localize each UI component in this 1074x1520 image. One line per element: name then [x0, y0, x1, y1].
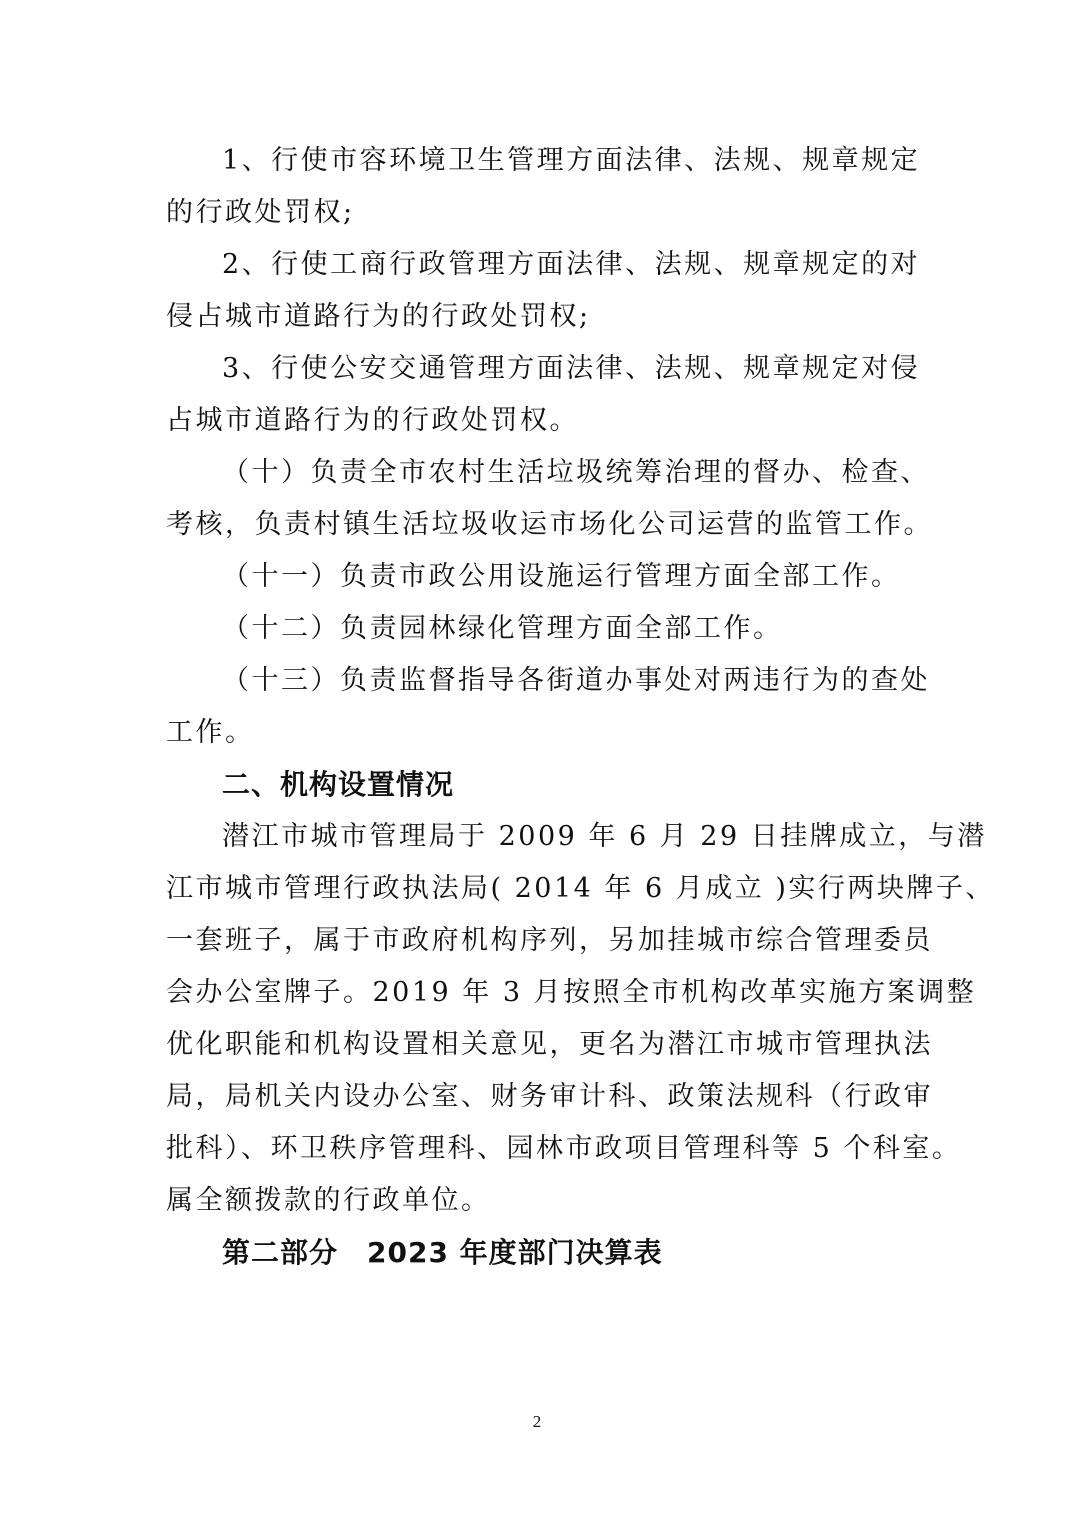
text-line: 优化职能和机构设置相关意见，更名为潜江市城市管理执法 [166, 1029, 933, 1060]
page-number: 2 [532, 1412, 542, 1431]
text-line: （十）负责全市农村生活垃圾统筹治理的督办、检查、 [222, 457, 930, 488]
text-line: （十二）负责园林绿化管理方面全部工作。 [222, 613, 783, 644]
text-line: （十一）负责市政公用设施运行管理方面全部工作。 [222, 561, 901, 592]
text-line: 1、行使市容环境卫生管理方面法律、法规、规章规定 [222, 145, 921, 176]
text-line: 属全额拨款的行政单位。 [166, 1185, 491, 1216]
part-heading: 第二部分 2023 年度部门决算表 [222, 1236, 663, 1269]
text-line: 占城市道路行为的行政处罚权。 [166, 405, 579, 436]
text-line: 批科）、环卫秩序管理科、园林市政项目管理科等 5 个科室。 [166, 1133, 962, 1164]
text-line: 江市城市管理行政执法局( 2014 年 6 月成立 )实行两块牌子、 [166, 873, 995, 904]
text-line: 侵占城市道路行为的行政处罚权; [166, 301, 591, 332]
text-line: 3、行使公安交通管理方面法律、法规、规章规定对侵 [222, 353, 921, 384]
text-line: 工作。 [166, 717, 255, 748]
section-heading: 二、机构设置情况 [222, 768, 455, 801]
text-line: 一套班子，属于市政府机构序列，另加挂城市综合管理委员 [166, 925, 933, 956]
text-line: 考核，负责村镇生活垃圾收运市场化公司运营的监管工作。 [166, 509, 933, 540]
text-line: 的行政处罚权; [166, 197, 355, 228]
text-line: 局，局机关内设办公室、财务审计科、政策法规科（行政审 [166, 1081, 933, 1112]
text-line: 2、行使工商行政管理方面法律、法规、规章规定的对 [222, 249, 921, 280]
text-line: （十三）负责监督指导各街道办事处对两违行为的查处 [222, 665, 930, 696]
text-line: 潜江市城市管理局于 2009 年 6 月 29 日挂牌成立，与潜 [222, 821, 987, 852]
text-line: 会办公室牌子。2019 年 3 月按照全市机构改革实施方案调整 [166, 977, 977, 1008]
